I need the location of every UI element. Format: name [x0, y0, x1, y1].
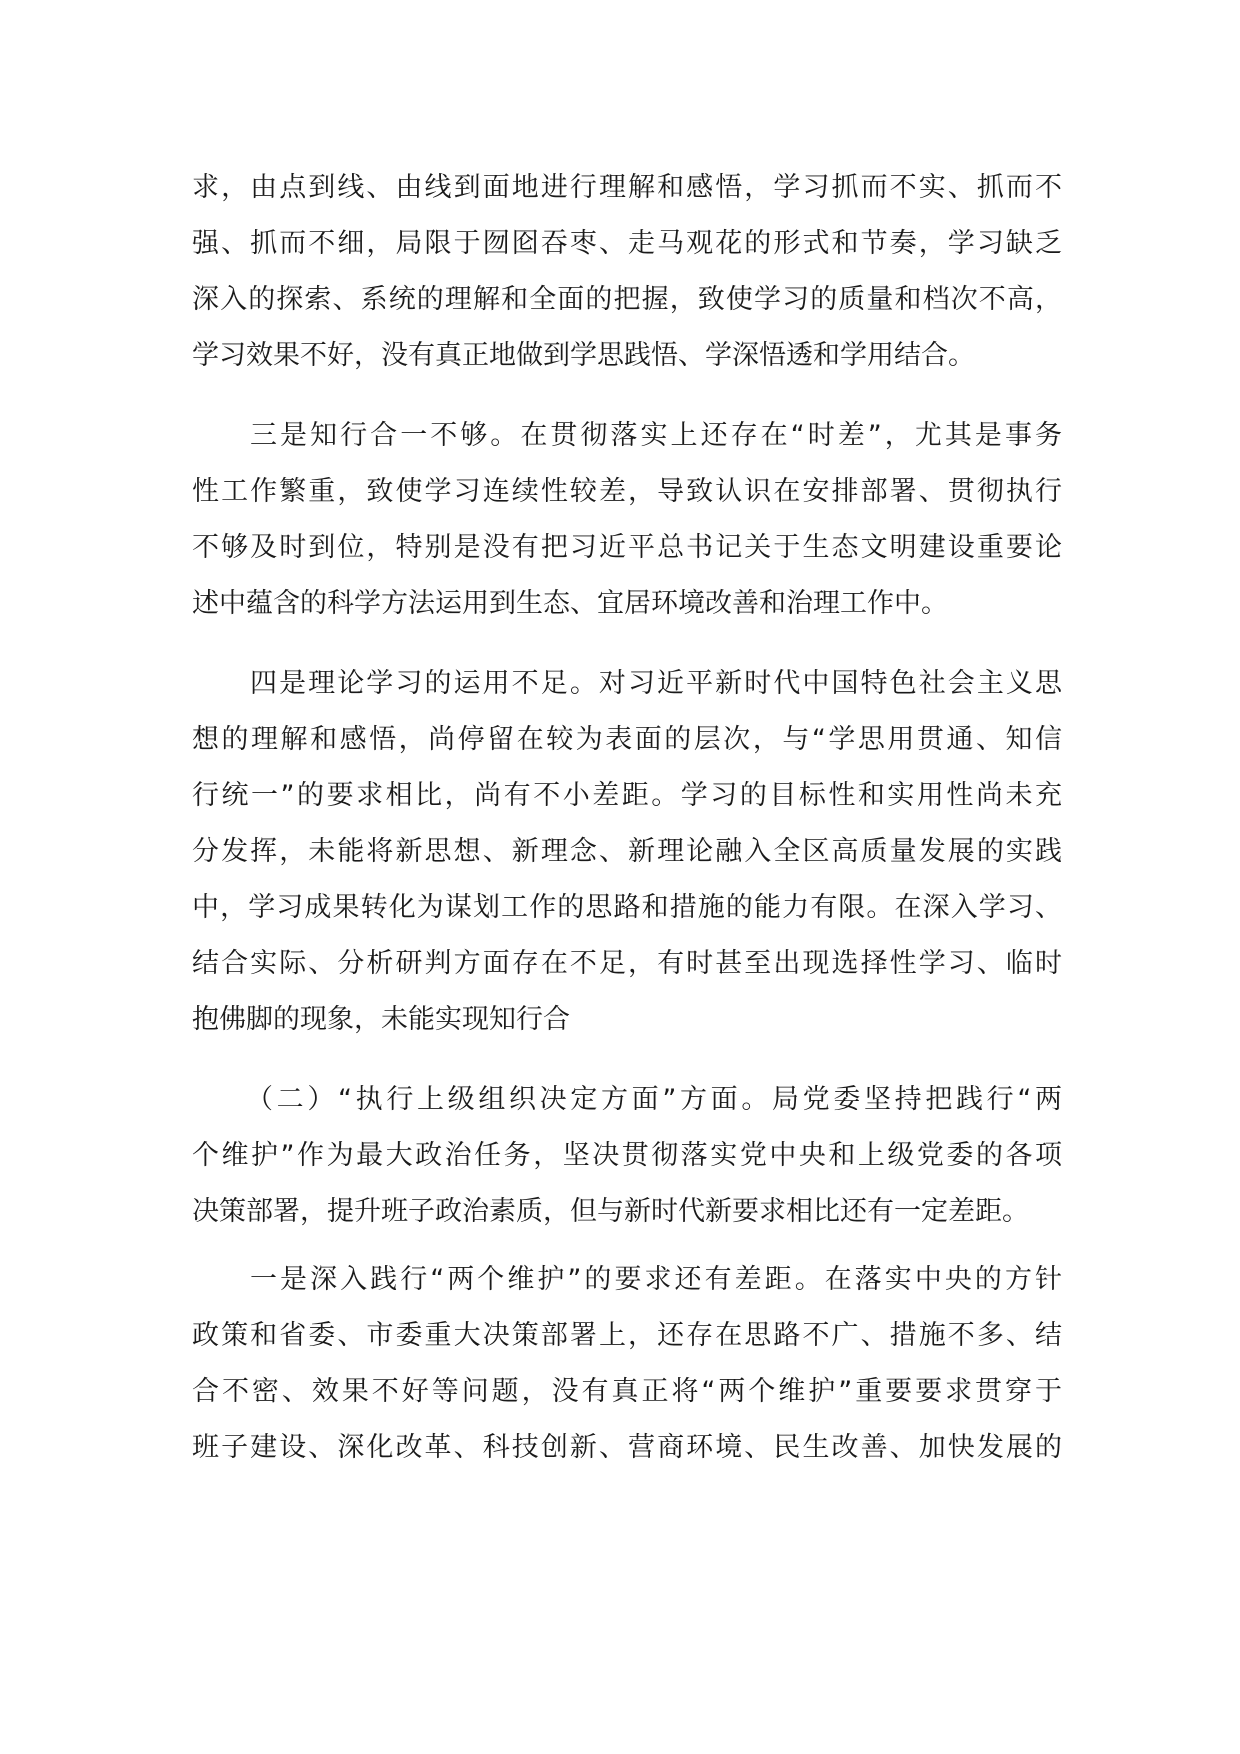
section-heading-line: （二）“执行上级组织决定方面”方面。局党委坚持把践行“两 — [246, 1084, 1062, 1115]
text-line: 个维护”作为最大政治任务，坚决贯彻落实党中央和上级党委的各项 — [192, 1140, 1062, 1171]
text-line: 抱佛脚的现象，未能实现知行合 — [192, 1004, 570, 1035]
document-body — [192, 160, 1062, 1476]
text-line: 强、抓而不细，局限于囫囵吞枣、走马观花的形式和节奏，学习缺乏 — [192, 228, 1062, 259]
text-line: 不够及时到位，特别是没有把习近平总书记关于生态文明建设重要论 — [192, 532, 1062, 563]
paragraph-theory-application — [192, 656, 1062, 1048]
text-line: 述中蕴含的科学方法运用到生态、宜居环境改善和治理工作中。 — [192, 588, 948, 619]
paragraph-spacer — [192, 632, 1062, 656]
paragraph-study-continuation — [192, 160, 1062, 384]
paragraph-spacer — [192, 1048, 1062, 1072]
text-line: 学习效果不好，没有真正地做到学思践悟、学深悟透和学用结合。 — [192, 340, 975, 371]
text-line: 政策和省委、市委重大决策部署上，还存在思路不广、措施不多、结 — [192, 1320, 1062, 1351]
text-line: 分发挥，未能将新思想、新理念、新理论融入全区高质量发展的实践 — [192, 836, 1062, 867]
text-line: 四是理论学习的运用不足。对习近平新时代中国特色社会主义思 — [250, 668, 1062, 699]
paragraph-section-two — [192, 1072, 1062, 1240]
text-line: 合不密、效果不好等问题，没有真正将“两个维护”重要要求贯穿于 — [192, 1376, 1062, 1407]
paragraph-spacer — [192, 1240, 1062, 1252]
text-line: 三是知行合一不够。在贯彻落实上还存在“时差”，尤其是事务 — [250, 420, 1062, 451]
text-line: 求，由点到线、由线到面地进行理解和感悟，学习抓而不实、抓而不 — [192, 172, 1062, 203]
text-line: 决策部署，提升班子政治素质，但与新时代新要求相比还有一定差距。 — [192, 1196, 1029, 1227]
text-line: 想的理解和感悟，尚停留在较为表面的层次，与“学思用贯通、知信 — [192, 724, 1062, 755]
text-line: 行统一”的要求相比，尚有不小差距。学习的目标性和实用性尚未充 — [192, 780, 1062, 811]
paragraph-two-safeguards — [192, 1252, 1062, 1476]
text-line: 中，学习成果转化为谋划工作的思路和措施的能力有限。在深入学习、 — [192, 892, 1062, 923]
text-line: 性工作繁重，致使学习连续性较差，导致认识在安排部署、贯彻执行 — [192, 476, 1062, 507]
text-line: 结合实际、分析研判方面存在不足，有时甚至出现选择性学习、临时 — [192, 948, 1062, 979]
text-line: 深入的探索、系统的理解和全面的把握，致使学习的质量和档次不高， — [192, 284, 1062, 315]
paragraph-knowledge-action — [192, 408, 1062, 632]
text-line: 一是深入践行“两个维护”的要求还有差距。在落实中央的方针 — [250, 1264, 1062, 1295]
paragraph-spacer — [192, 384, 1062, 408]
text-line: 班子建设、深化改革、科技创新、营商环境、民生改善、加快发展的 — [192, 1432, 1062, 1463]
